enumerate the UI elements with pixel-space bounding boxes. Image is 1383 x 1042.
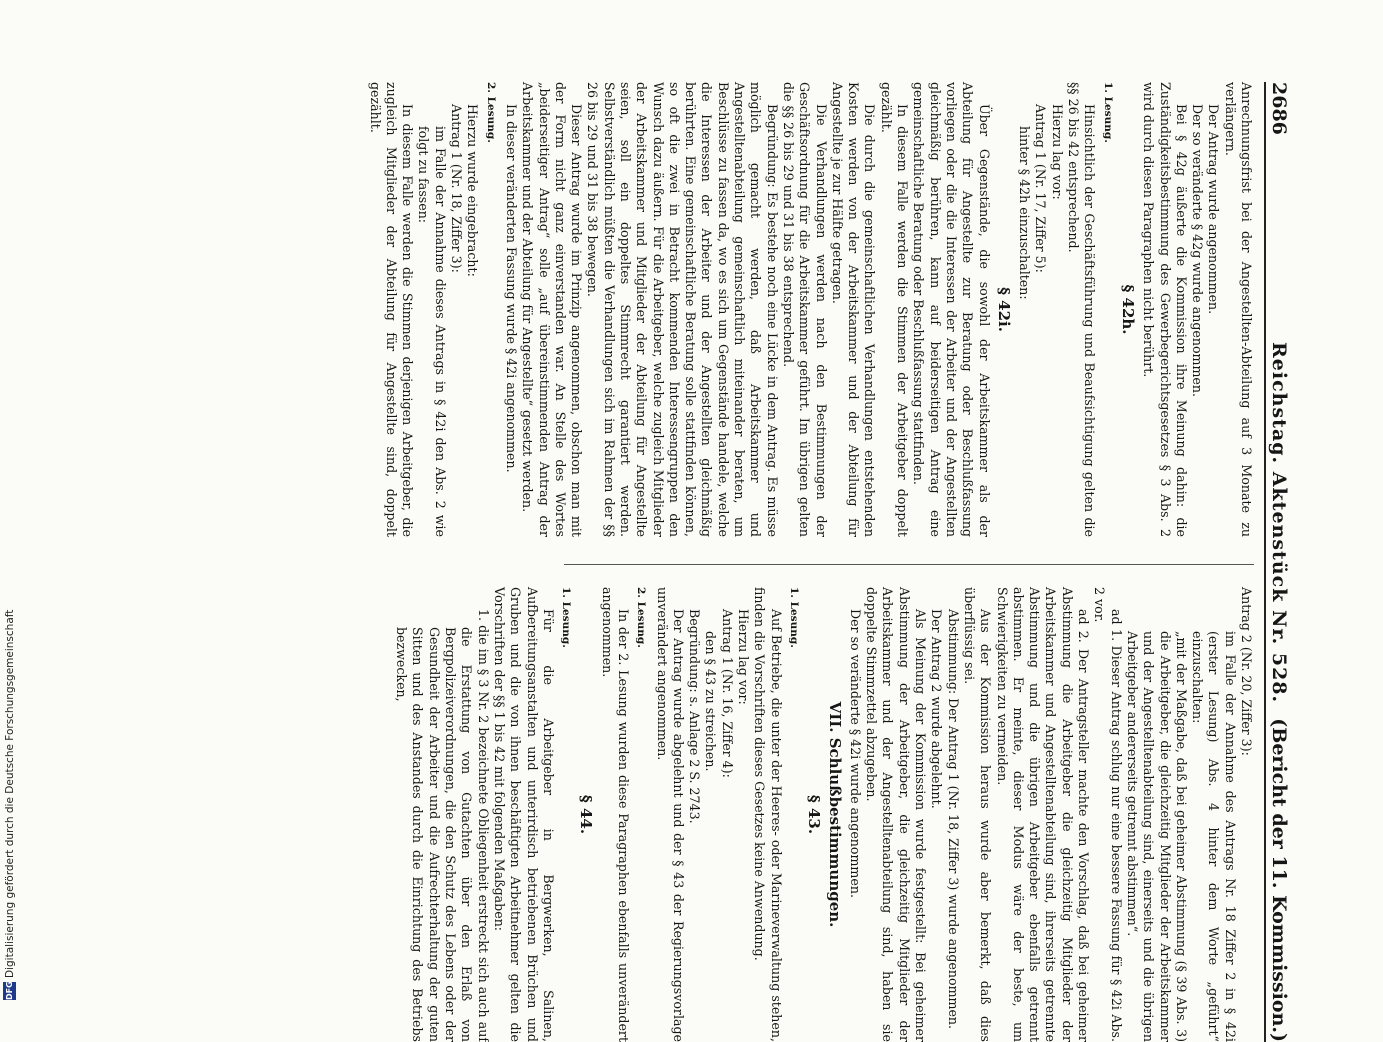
motion-label: Antrag 1 (Nr. 18, Ziffer 3): [449, 104, 465, 273]
paragraph: Anrechnungsfrist bei der Angestellten-Abteilung auf 3 Monate zu verlängern. [1222, 82, 1254, 537]
paragraph: Hierzu lag vor: [736, 609, 752, 705]
page-number: 2686 [1268, 82, 1290, 135]
section-heading-42h: § 42h. [1118, 284, 1137, 335]
left-column [367, 82, 1254, 537]
paragraph: Für die Arbeitgeber in Bergwerken, Salinen, Aufbereitungsanstalten und unterirdisch betriebenen Brüchen und Gruben und die von ihnen beschäftigten Arbeitnehmer gelten die Vorschriften der §§ 1 bis 42 mit folgenden Maßgaben: [491, 587, 556, 1042]
paragraph: im Falle der Annahme dieses Antrags in § 42i den Abs. 2 wie folgt zu fassen: [416, 126, 448, 537]
paragraph: Begründung: Es bestehe noch eine Lücke in dem Antrag. Es müsse möglich gemacht werden, daß Arbeitskammer und Angestelltenabteilung gemeinschaftlich miteinander beraten, um Beschlüsse zu fassen da, wo es sich um Gegenstände handele, welche die Interessen der Arbeiter und der Angestellten gleichmäßig berührten. Eine gemeinschaftliche Beratung solle stattfinden können, so oft die zwei in Betracht kommenden Interessengruppen den Wunsch dazu äußern. Für die Arbeitgeber, welche zugleich Mitglieder der Arbeitskammer und Mitglieder der Abteilung für Angestellte seien, soll ein doppeltes Stimmrecht garantiert werden. Selbstverständlich müßten die Verhandlungen sich im Rahmen der §§ 26 bis 29 und 31 bis 38 bewegen. [585, 82, 780, 537]
section-heading-43: § 43. [805, 794, 824, 835]
paragraph: Der Antrag wurde angenommen. [1206, 104, 1222, 315]
paragraph: Hierzu lag vor: [1049, 104, 1065, 200]
paragraph: Dieser Antrag wurde im Prinzip angenommen, obschon man mit der Form nicht ganz einverstanden war. An Stelle des Wortes „beiderseitiger Antrag“ solle „auf übereinstimmenden Antrag der Arbeitskammer und der Abteilung für Angestellte“ gesetzt werden. [520, 82, 585, 537]
paragraph: Über Gegenstände, die sowohl der Arbeitskammer als der Abteilung für Angestellte zur Beratung oder Beschlußfassung vorliegen oder die die Interessen der Arbeiter und der Angestellten gleichmäßig berühren, kann auf beiderseitigen Antrag eine gemeinschaftliche Beratung oder Beschlußfassung stattfinden. [911, 82, 992, 537]
column-divider [564, 564, 1254, 565]
reading-label: 1. Lesung. [787, 587, 800, 648]
paragraph: Abstimmung: Der Antrag 1 (Nr. 18, Ziffer 3) wurde angenommen. [945, 609, 961, 1030]
report-title: (Bericht der 11. Kommission.) [1268, 718, 1290, 1042]
paragraph: im Falle der Annahme des Antrags Nr. 18 Ziffer 2 in § 42i (erster Lesung) Abs. 4 hinter dem Worte „geführt“ einzuschalten: [1190, 631, 1238, 1042]
page-header [1264, 82, 1290, 1042]
paragraph: Begründung: s. Anlage 2 S. 2743. [687, 609, 703, 824]
paragraph: Hinsichtlich der Geschäftsführung und Beaufsichtigung gelten die §§ 26 bis 42 entsprechend. [1066, 82, 1098, 537]
list-item: 1. die im § 3 Nr. 2 bezeichnete Obliegenheit erstreckt sich auch auf die Erstattung von Gutachten über den Erlaß von Bergpolizeiverordnungen, die den Schutz des Lebens oder der Gesundheit der Arbeiter und die Aufrechterhaltung der guten Sitten und des Anstandes durch die Einrichtung des Betriebs bezwecken, [394, 609, 491, 1042]
chapter-heading: VII. Schlußbestimmungen. [825, 701, 844, 928]
paragraph: In diesem Falle werden die Stimmen derjenigen Arbeitgeber, die zugleich Mitglieder der Abteilung für Angestellte sind, doppelt gezählt. [367, 82, 416, 537]
section-heading-42i: § 42i. [994, 287, 1013, 332]
paragraph: Der so veränderte § 42g wurde angenommen. [1190, 104, 1206, 397]
document-title: Reichstag. Aktenstück Nr. 528. [1268, 342, 1290, 704]
paragraph: Der so veränderte § 42i wurde angenommen. [847, 609, 863, 898]
reading-label: 1. Lesung. [560, 587, 573, 648]
document-page [367, 82, 1290, 1042]
paragraph: hinter § 42h einzuschalten: [1017, 126, 1033, 300]
digitization-credit [2, 609, 342, 1000]
motion-label: Antrag 2 (Nr. 20, Ziffer 3): [1239, 587, 1254, 756]
paragraph: In dieser veränderten Fassung wurde § 42i angenommen. [503, 104, 519, 473]
paragraph: ad 2. Der Antragsteller machte den Vorschlag, daß bei geheimer Abstimmung die Arbeitgeber die gleichzeitig Mitglieder der Arbeitskammer und Angestelltenabteilung sind, ihrerseits getrennte Abstimmung und die übrigen Arbeitgeber ebenfalls getrennt abstimmen. Er meinte, dieser Modus wäre der beste, um Schwierigkeiten zu vermeiden. [994, 587, 1092, 1042]
credit-text: Digitalisierung gefördert durch die Deutsche Forschungsgemeinschaft [4, 609, 16, 978]
reading-label: 2. Lesung. [635, 587, 648, 648]
paragraph: Der Antrag wurde abgelehnt und der § 43 der Regierungsvorlage unverändert angenommen. [654, 587, 686, 1042]
paragraph: den § 43 zu streichen. [703, 631, 719, 772]
paragraph: In der 2. Lesung wurden diese Paragraphen ebenfalls unverändert angenommen. [599, 587, 632, 1042]
reading-label: 2. Lesung. [484, 82, 497, 143]
paragraph: Als Meinung der Kommission wurde festgestellt: Bei geheimer Abstimmung der Arbeitgeber, die gleichzeitig Mitglieder der Arbeitskammer und der Angestelltenabteilung sind, haben sie doppelte Stimmzettel abzugeben. [864, 587, 929, 1042]
right-column [394, 587, 1254, 1042]
motion-label: Antrag 1 (Nr. 16, Ziffer 4): [719, 609, 735, 778]
paragraph: Hierzu wurde eingebracht: [465, 104, 481, 277]
paragraph: In diesem Falle werden die Stimmen der Arbeitgeber doppelt gezählt. [878, 82, 911, 537]
paragraph: Der Antrag 2 wurde abgelehnt. [929, 609, 945, 809]
dfg-logo-icon: DFG [5, 981, 14, 1000]
paragraph: Die durch die gemeinschaftlichen Verhandlungen entstehenden Kosten werden von der Arbeitskammer und der Abteilung für Angestellte je zur Hälfte getragen. [829, 82, 878, 537]
paragraph: Die Verhandlungen werden nach den Bestimmungen der Geschäftsordnung für die Arbeitskammer geführt. Im übrigen gelten die §§ 26 bis 29 und 31 bis 38 entsprechend. [780, 82, 829, 537]
reading-label: 1. Lesung. [1101, 82, 1114, 143]
motion-label: Antrag 1 (Nr. 17, Ziffer 5): [1033, 104, 1049, 273]
paragraph: Bei § 42g äußerte die Kommission ihre Meinung dahin: die Zuständigkeitsbestimmung des Gewerbegerichtsgesetzes § 3 Abs. 2 wird durch diesen Paragraphen nicht berührt. [1141, 82, 1189, 537]
paragraph: Aus der Kommission heraus wurde aber bemerkt, daß dies überflüssig sei. [961, 587, 994, 1042]
section-heading-44: § 44. [577, 794, 596, 835]
paragraph: Auf Betriebe, die unter der Heeres- oder Marineverwaltung stehen, finden die Vorschriften dieses Gesetzes keine Anwendung. [752, 587, 784, 1042]
paragraph: ad 1. Dieser Antrag schlug nur eine bessere Fassung für § 42i Abs. 2 vor. [1092, 587, 1124, 1042]
quoted-text: „mit der Maßgabe, daß bei geheimer Abstimmung (§ 39 Abs. 3) die Arbeitgeber, die gleichzeitig Mitglieder der Arbeitskammer und der Angestelltenabteilung sind, einerseits und die übrigen Arbeitgeber andererseits getrennt abstimmen“. [1124, 631, 1189, 1042]
